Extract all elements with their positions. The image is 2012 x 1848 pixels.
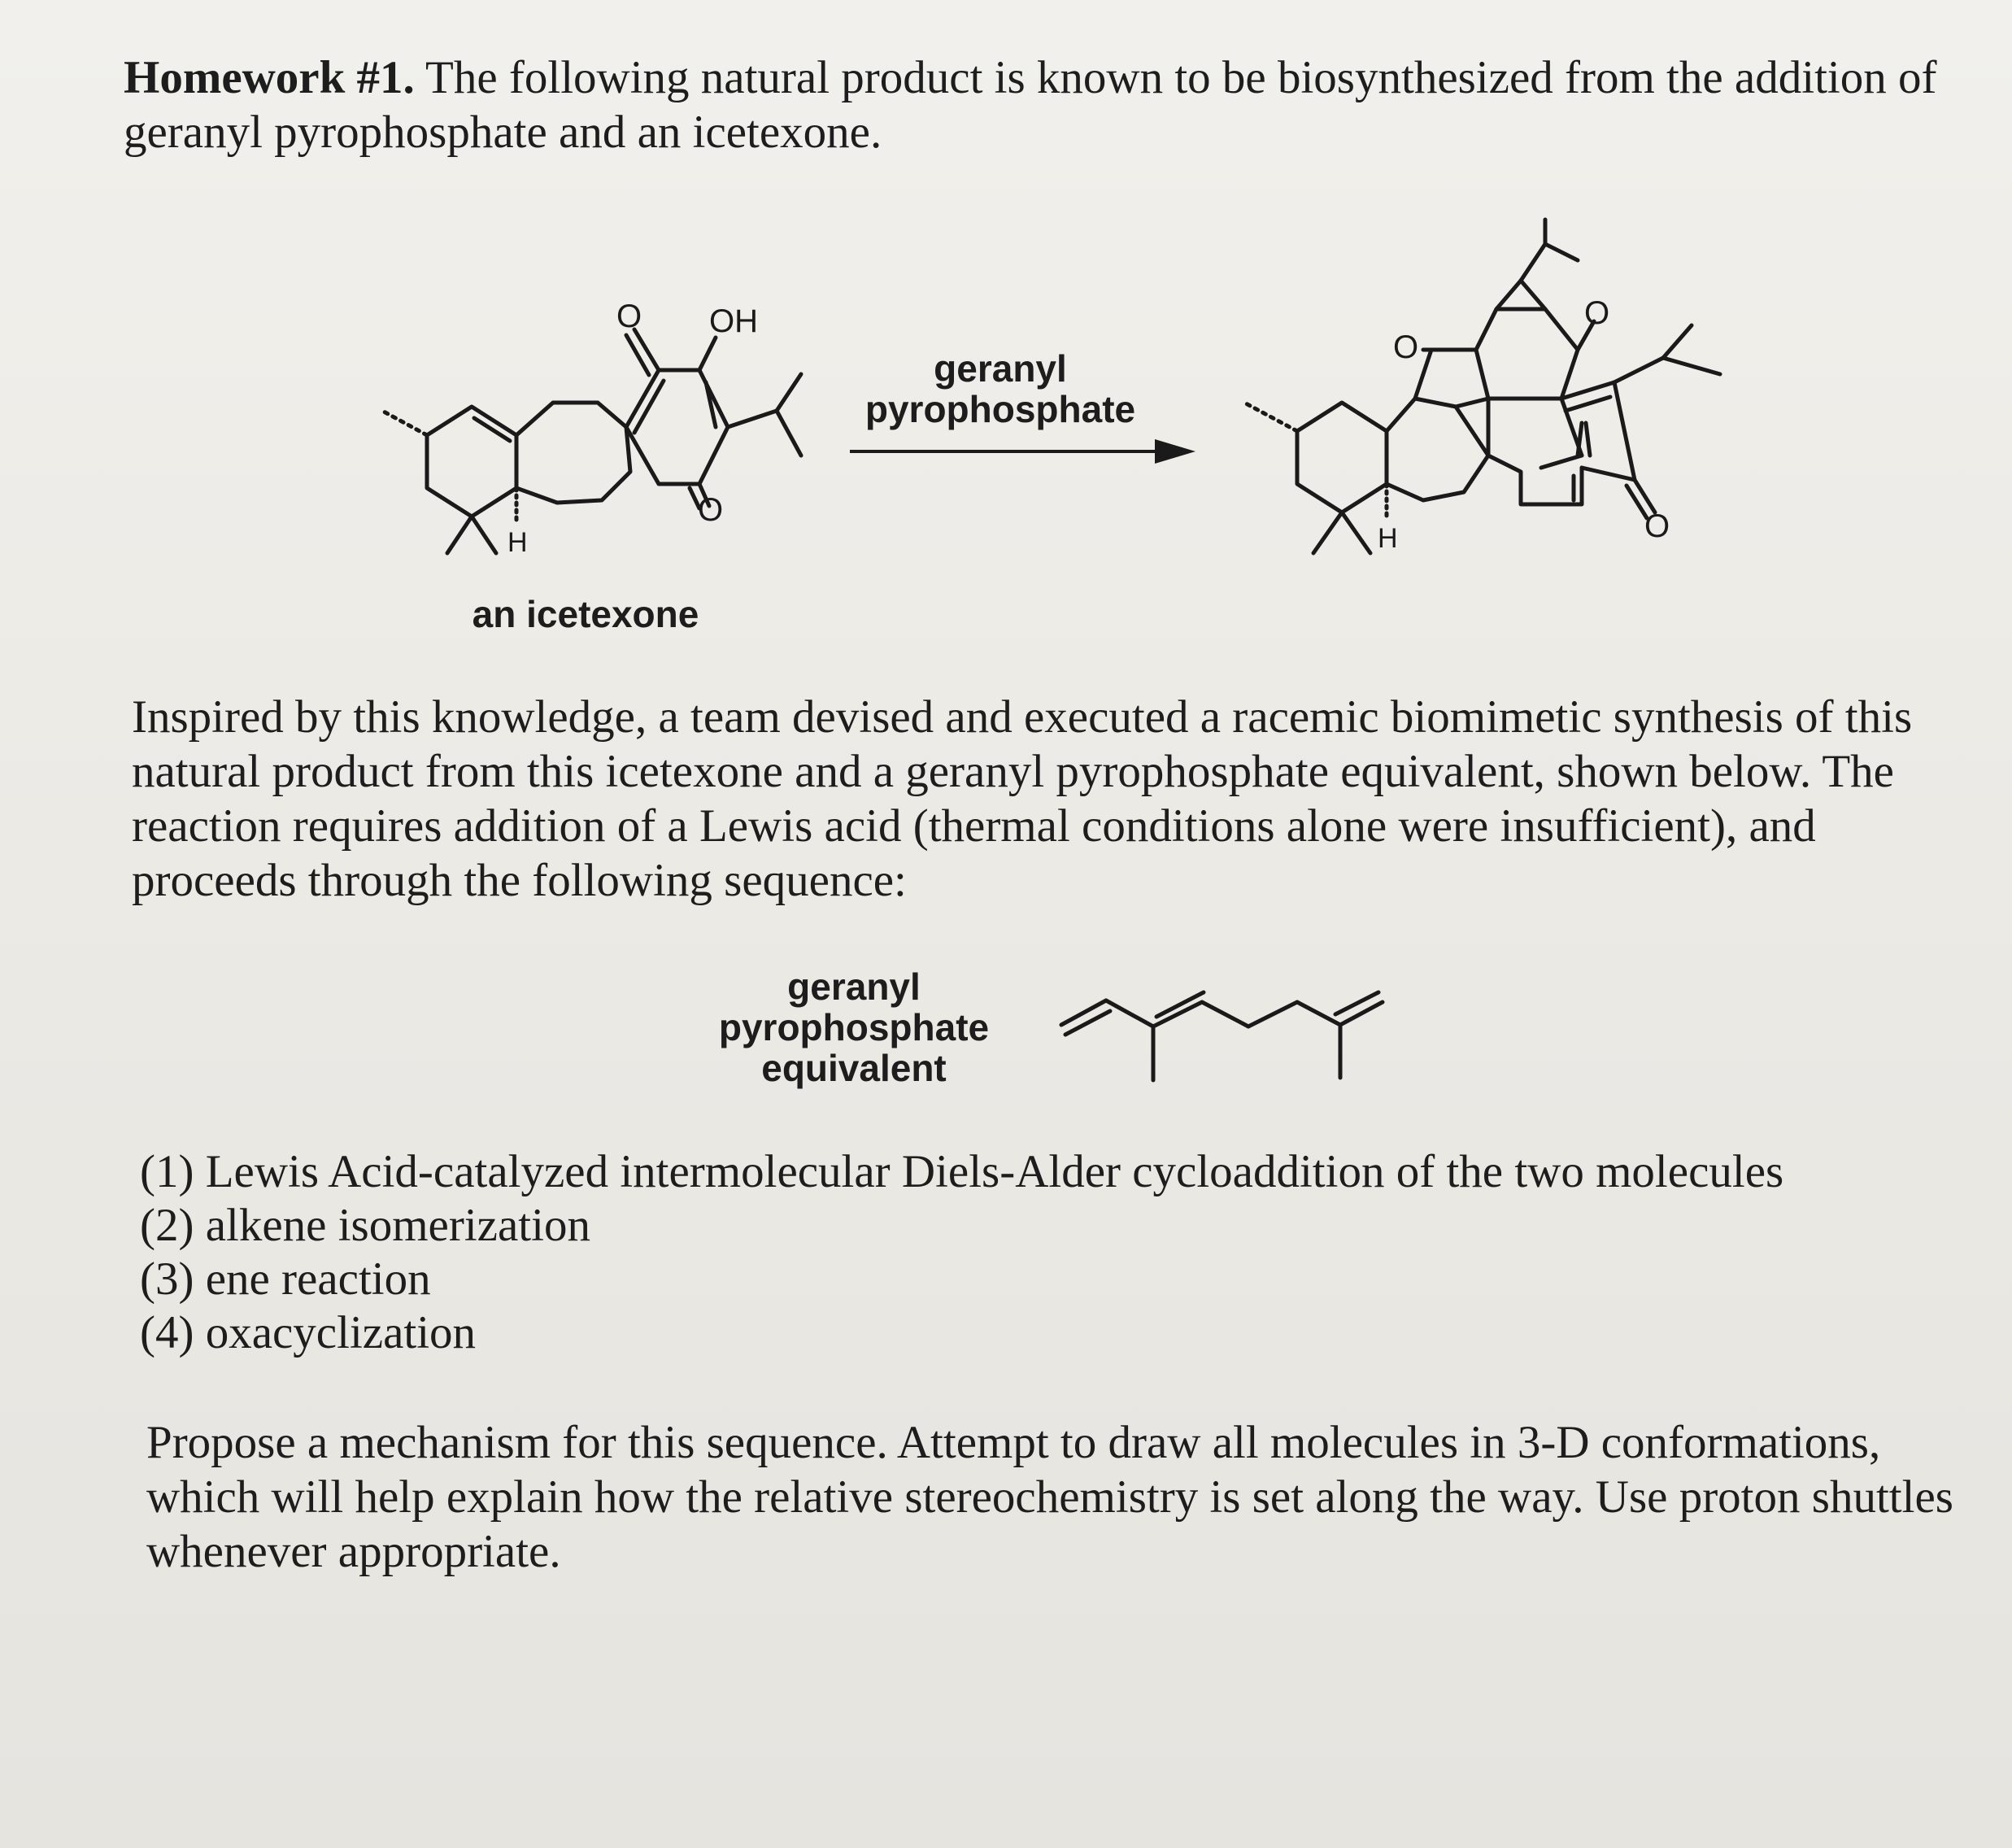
homework-label: Homework #1. — [124, 52, 415, 103]
propose-paragraph: Propose a mechanism for this sequence. Attempt to draw all molecules in 3-D conformations, which will help explain how the relative stereochemistry is set along the way. Use proton shuttles whenever appropriate. — [146, 1417, 1953, 1577]
intro-text: The following natural product is known to be biosynthesized from the addition of geranyl pyrophosphate and an icetexone. — [124, 52, 1937, 158]
ether-oxygen-top: O — [1584, 295, 1610, 331]
reagent-label: geranyl pyrophosphate — [864, 347, 1136, 430]
ring-junction-hydrogen-product: H — [1378, 523, 1398, 554]
icetexone-label: an icetexone — [472, 593, 699, 635]
ketone-oxygen: O — [1644, 508, 1670, 544]
step-list — [140, 1145, 1783, 1360]
ketone-oxygen-bottom: O — [698, 492, 724, 528]
ketone-oxygen-top: O — [616, 299, 642, 334]
step-item: (3) ene reaction — [140, 1253, 431, 1305]
reaction-arrow — [846, 431, 1204, 472]
inspired-paragraph: Inspired by this knowledge, a team devised and executed a racemic biomimetic synthesis of this natural product from this icetexone and a geranyl pyrophosphate equivalent, shown below. The reaction requires addition of a Lewis acid (thermal conditions alone were insufficient), and proceeds through the following sequence: — [132, 691, 1913, 906]
gpp-equivalent-structure — [1049, 976, 1407, 1090]
ether-oxygen-left: O — [1393, 329, 1419, 365]
natural-product-structure — [1220, 211, 1757, 569]
intro-paragraph — [124, 50, 1962, 159]
step-item: (2) alkene isomerization — [140, 1200, 590, 1251]
gpp-equivalent-label: geranyl pyrophosphate equivalent — [718, 965, 990, 1089]
step-item: (1) Lewis Acid-catalyzed intermolecular Diels-Alder cycloaddition of the two molecules — [140, 1146, 1784, 1197]
hydroxyl-group: OH — [709, 303, 758, 339]
step-item: (4) oxacyclization — [140, 1307, 477, 1358]
ring-junction-hydrogen: H — [507, 527, 528, 558]
icetexone-structure — [358, 293, 846, 586]
